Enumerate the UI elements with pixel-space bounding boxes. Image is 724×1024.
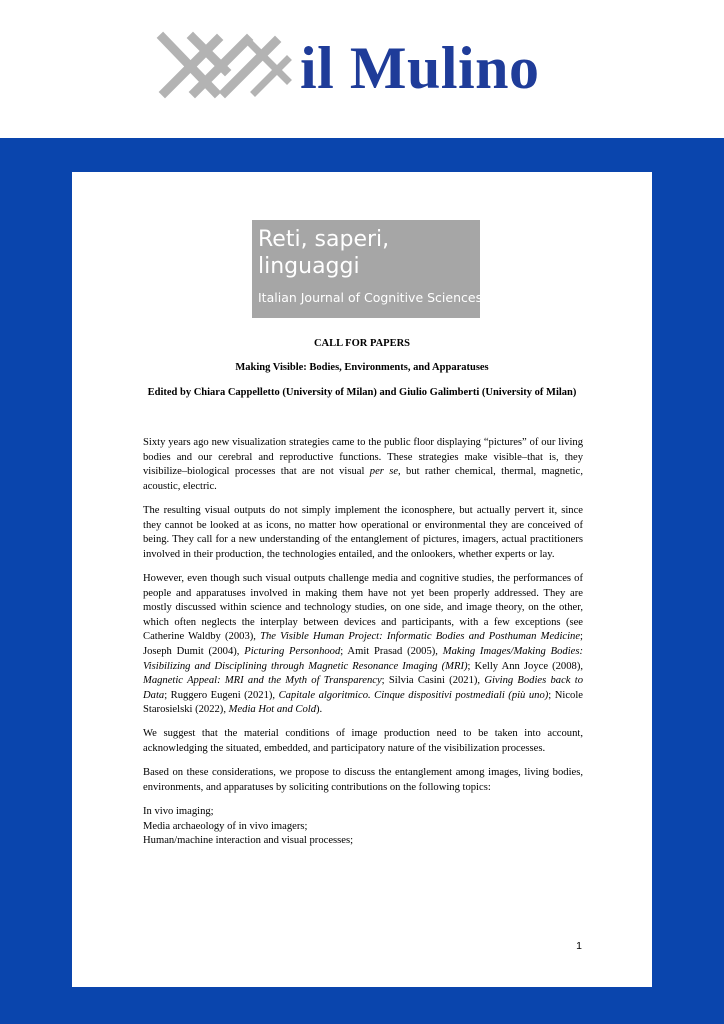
mulino-logo-icon [155, 30, 295, 100]
journal-subtitle: Italian Journal of Cognitive Sciences [258, 290, 483, 305]
paragraph-1 [143, 436, 583, 494]
publisher-logo-text: il Mulino [300, 35, 540, 101]
text-run: ; Nicole Starosielski (2022), [143, 689, 583, 716]
italic-run: Magnetic Appeal: MRI and the Myth of Transparency [143, 675, 382, 687]
italic-run: Giving Bodies back to Data [143, 675, 583, 701]
journal-banner [252, 220, 483, 318]
text-run: ; Kelly Ann Joyce (2008), [467, 660, 583, 672]
publisher-header [0, 0, 724, 138]
call-title: Making Visible: Bodies, Environments, and Apparatuses [235, 362, 489, 373]
paragraph-2: The resulting visual outputs do not simply implement the iconosphere, but actually pervert it, since they cannot be looked at as icons, no matter how operational or environmental they are conceived of being. They call for a new understanding of the entanglement of pictures, imagers, actual practitioners involved in their production, the technologies entailed, and the onlookers, whether experts or lay. [143, 504, 583, 560]
journal-title-line1: Reti, saperi, [258, 227, 390, 252]
document-page [72, 172, 652, 987]
italic-run: per se [369, 466, 399, 478]
italic-run: The Visible Human Project: Informatic Bodies and Posthuman Medicine [260, 631, 581, 643]
journal-title-line2: linguaggi [258, 254, 360, 279]
topic-item: In vivo imaging; [143, 806, 214, 818]
text-run: , but rather chemical, thermal, magnetic, acoustic, electric. [143, 466, 583, 492]
italic-run: Capitale algoritmico. Cinque dispositivi postmediali (più uno) [278, 689, 549, 701]
text-run: ). [316, 704, 323, 716]
paragraph-4: We suggest that the material conditions of image production need to be taken into account, acknowledging the situated, embedded, and participatory nature of the visibilization processes. [143, 728, 583, 755]
body-text [143, 436, 583, 849]
paragraph-5: Based on these considerations, we propose to discuss the entanglement among images, living bodies, environments, and apparatuses by soliciting contributions on the following topics: [143, 767, 583, 793]
italic-run: Picturing Personhood [244, 645, 341, 657]
call-editors: Edited by Chiara Cappelletto (University of Milan) and Giulio Galimberti (University of Milan) [147, 387, 577, 398]
call-heading: CALL FOR PAPERS [313, 338, 411, 349]
paragraph-3 [143, 572, 583, 718]
topic-item: Human/machine interaction and visual processes; [143, 835, 354, 847]
journal-title [258, 226, 478, 280]
page-number: 1 [576, 940, 582, 952]
text-run: Sixty years ago new visualization strategies came to the public floor displaying “pictures” of our living bodies and our cerebral and reproductive functions. These strategies make visible–that is, they visibilize–biological processes that are not visual [143, 437, 583, 478]
topic-item: Media archaeology of in vivo imagers; [143, 820, 308, 832]
text-run: However, even though such visual outputs challenge media and cognitive studies, the performances of people and apparatuses involved in making them have not yet been properly addressed. They are mostly discussed within science and technology studies, on one side, and image theory, on the other, which often neglects the interplay between devices and participants, with a few exceptions (see Catherine Waldby (2003), [143, 572, 583, 643]
text-run: ; Ruggero Eugeni (2021), [164, 689, 279, 701]
text-run: ; Silvia Casini (2021), [381, 675, 485, 687]
text-run: ; Amit Prasad (2005), [340, 645, 443, 657]
text-run: ; Joseph Dumit (2004), [143, 631, 583, 657]
italic-run: Media Hot and Cold [228, 704, 317, 716]
italic-run: Making Images/Making Bodies: Visibilizing and Disciplining through Magnetic Resonance Imaging (MRI) [143, 645, 583, 672]
